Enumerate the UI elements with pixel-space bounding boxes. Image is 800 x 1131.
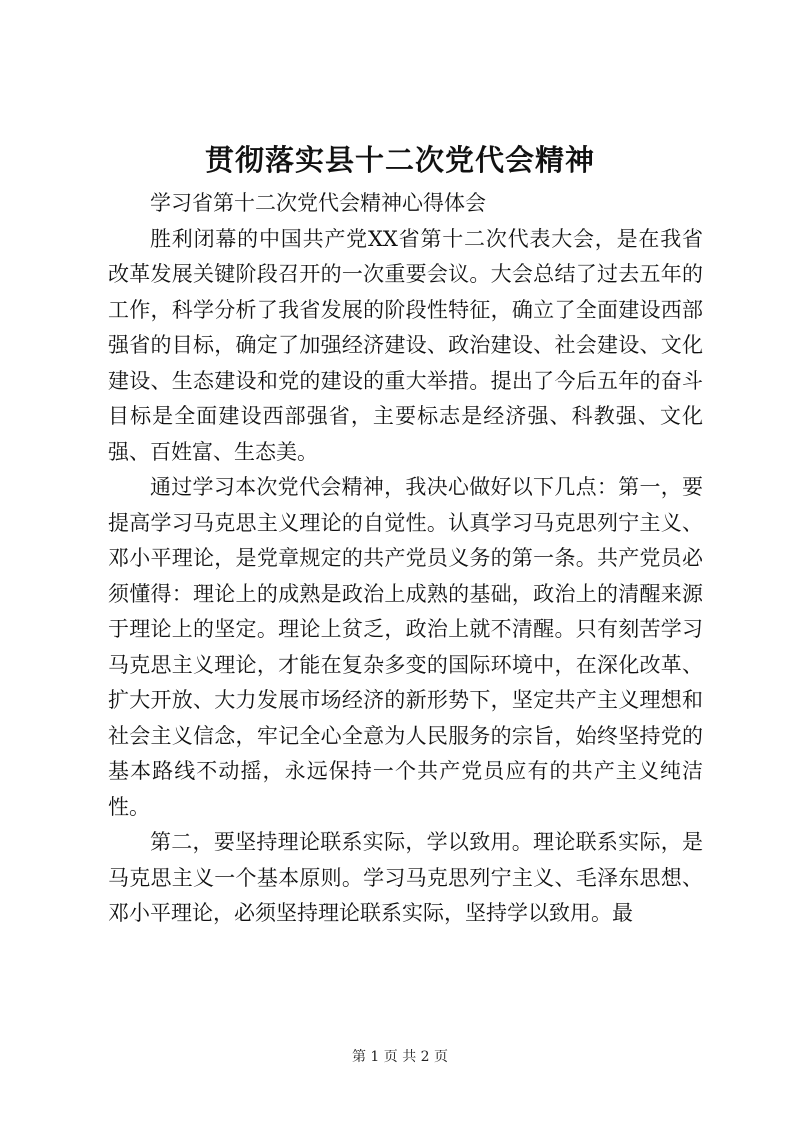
document-title: 贯彻落实县十二次党代会精神 (204, 143, 595, 177)
document-subtitle: 学习省第十二次党代会精神心得体会 (150, 191, 486, 215)
document-body (108, 186, 703, 932)
paragraph-2: 通过学习本次党代会精神，我决心做好以下几点：第一，要提高学习马克思主义理论的自觉性。认真学习马克思列宁主义、邓小平理论，是党章规定的共产党员义务的第一条。共产党员必须懂得：理论上的成熟是政治上成熟的基础，政治上的清醒来源于理论上的坚定。理论上贫乏，政治上就不清醒。只有刻苦学习马克思主义理论，才能在复杂多变的国际环境中，在深化改革、扩大开放、大力发展市场经济的新形势下，坚定共产主义理想和社会主义信念，牢记全心全意为人民服务的宗旨，始终坚持党的基本路线不动摇，永远保持一个共产党员应有的共产主义纯洁性。 (108, 475, 703, 819)
paragraph-1: 胜利闭幕的中国共产党XX省第十二次代表大会，是在我省改革发展关键阶段召开的一次重要会议。大会总结了过去五年的工作，科学分析了我省发展的阶段性特征，确立了全面建设西部强省的目标，确定了加强经济建设、政治建设、社会建设、文化建设、生态建设和党的建设的重大举措。提出了今后五年的奋斗目标是全面建设西部强省，主要标志是经济强、科教强、文化强、百姓富、生态美。 (108, 226, 703, 464)
page-footer: 第 1 页 共 2 页 (351, 1049, 449, 1065)
paragraph-3: 第二，要坚持理论联系实际，学以致用。理论联系实际，是马克思主义一个基本原则。学习马克思列宁主义、毛泽东思想、邓小平理论，必须坚持理论联系实际，坚持学以致用。最 (108, 830, 703, 925)
